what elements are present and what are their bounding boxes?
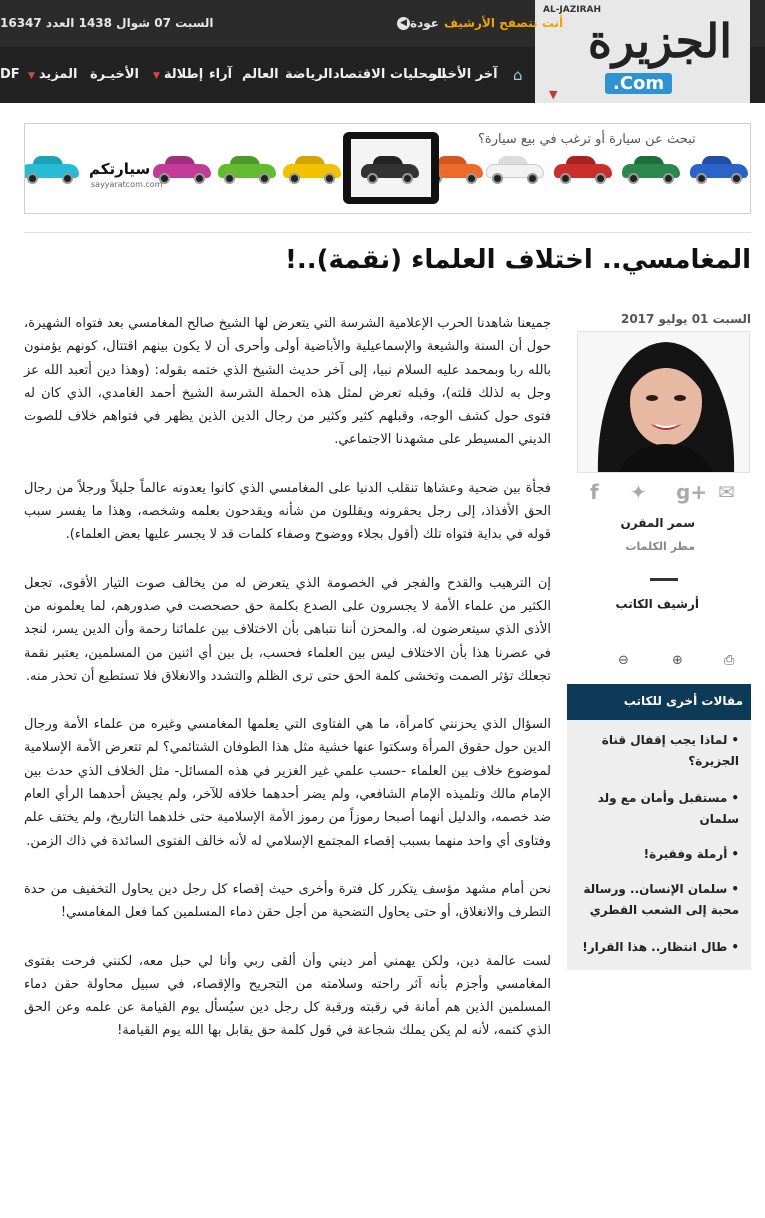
more-articles-list (567, 730, 751, 967)
logo-com: .Com (605, 73, 672, 94)
more-article-link[interactable] (567, 879, 751, 937)
chevron-down-icon[interactable]: ▼ (549, 88, 558, 101)
more-article-link[interactable] (567, 730, 751, 788)
home-icon[interactable]: ⌂ (513, 66, 523, 84)
archive-notice-link[interactable]: أنت تتصفح الأرشيف (444, 16, 564, 30)
google-plus-icon[interactable]: g+ (676, 480, 708, 504)
more-article-title: لماذا يجب إقفال قناة الجزيرة؟ (601, 733, 739, 768)
nav-last-page[interactable]: الأخيـرة (90, 67, 140, 82)
divider (24, 232, 751, 233)
car-icon (283, 154, 341, 184)
logo-caption: AL-JAZIRAH (543, 5, 602, 15)
print-icon[interactable]: ⎙ (724, 653, 735, 668)
column-name: مطر الكلمات (625, 540, 695, 553)
chevron-down-icon: ▼ (28, 71, 35, 81)
article-body (24, 312, 551, 1068)
more-article-title: مستقبل وأمان مع ولد سلمان (597, 791, 739, 826)
author-avatar (577, 331, 750, 473)
nav-more-label: المزيد (38, 67, 78, 82)
nav-latest-news[interactable]: آخر الأخبار (430, 67, 498, 82)
more-article-title: طال انتظار.. هذا القرار! (582, 940, 728, 954)
article-paragraph: لست عالمة دين، ولكن يهمني أمر ديني وأن ألقى ربي وأنا لي حبل معه، لكنني فرحت بفتوى المغامسي وأجزم بأنه آثر راحته وسلامته من التجريح والإقصاء، في سبيل محاولة حقن دماء المسلمين الذين هم أمانة في رقبته ورقبة كل رجل دين سيُسأل يوم القيامة عن علمه وعن الحق الذي كتمه، لأنه لم يكن يملك شجاعة في قول كلمة حق يقابل بها الله يوم القيامة! (24, 953, 551, 1039)
car-icon (24, 154, 79, 184)
car-icon (554, 154, 612, 184)
car-icon (622, 154, 680, 184)
bullet-icon: • (731, 847, 739, 861)
article-tools (610, 653, 750, 669)
zoom-in-icon[interactable]: ⊕ (672, 653, 683, 668)
nav-outlook[interactable] (153, 67, 203, 82)
bullet-icon: • (731, 940, 739, 954)
ad-brand-url: sayyaratcom.com (91, 180, 163, 189)
article-paragraph: نحن أمام مشهد مؤسف يتكرر كل فترة وأخرى حيث إقصاء كل رجل دين يحاول التخفيف من حدة التطرف والانغلاق، أو حتى يحاول التضحية من أجل حقن دماء المسلمين كما فعل المغامسي! (24, 881, 551, 921)
nav-opinions[interactable]: آراء (209, 67, 233, 82)
car-icon (690, 154, 748, 184)
more-article-link[interactable] (567, 788, 751, 844)
issue-date: السبت 07 شوال 1438 العدد 16347 (0, 16, 214, 30)
article-title: المغامسي.. اختلاف العلماء (نقمة)..! (284, 245, 751, 275)
zoom-out-icon[interactable]: ⊖ (618, 653, 629, 668)
arrow-left-icon: ◀ (397, 17, 410, 30)
car-icon (218, 154, 276, 184)
nav-world[interactable]: العالم (242, 67, 279, 82)
email-icon[interactable]: ✉ (718, 480, 735, 504)
article-paragraph: إن الترهيب والقدح والفجر في الخصومة الذي يتعرض له من يخالف صوت التيار الأقوى، تجعل الكثير من علماء الأمة لا يجسرون على الصدع بكلمة حق حصحصت في صدورهم، لما يعلمونه من الأذى الذي سيتعرضون له. والمحزن أننا نتباهى بأن الاختلاف بين علمائنا رحمة وأن الدين يسر، لنجد في عصرنا هذا بأن الاختلاف ليس بين العلماء فحسب، بل بين أي اثنين من المسلمين، يعتبر نقمة تجعلك تؤثر الصمت وتخشى كلمة الحق حتى ترى الظلم والتشدد والانغلاق فلا تستطيع أن تحذر منه. (24, 575, 551, 684)
tablet-icon (343, 132, 439, 204)
bullet-icon: • (731, 733, 739, 747)
ad-prompt: تبحث عن سيارة أو ترغب في بيع سيارة؟ (478, 132, 696, 147)
publish-date: السبت 01 يوليو 2017 (620, 312, 751, 326)
back-label: عودة (410, 16, 439, 30)
bullet-icon: • (731, 791, 739, 805)
car-icon (486, 154, 544, 184)
more-article-title: أرملة وفقيرة! (643, 847, 728, 861)
article-paragraph: جميعنا شاهدنا الحرب الإعلامية الشرسة التي يتعرض لها الشيخ صالح المغامسي بعد فتواه الشهيرة، حول أن السنة والشيعة والإسماعيلية والأباضية أولى وأحرى أن لا يكون بينهم اقتتال، كونهم يؤمنون بالله ربا وبمحمد عليه السلام نبيا، إلى آخر حديث الشيخ الذي ختمه بقوله: (وهذا دين أتعبد الله عز وجل به لذلك قلته)، وقبله تعرض لمثل هذه الحملة الشرسة الشيخ أحمد الغامدي، الذي كان له فتوى حول كشف الوجه، وقبلهم كثير وكثير من رجال الدين الذين يظهر في فتواهم خلاف للصوت الديني المسيطر على مشهدنا الاجتماعي. (24, 316, 551, 448)
article-paragraph: فجأة بين ضحية وعشاها تنقلب الدنيا على المغامسي الذي كانوا يعدونه عالماً جليلاً ورجلاً من رجال الحق الأفذاذ، إلى رجل يحقرونه ويقللون من شأنه ويقدحون بعلمه وشخصه، وهذا ما يفسر سبب قوله في بداية فتواه تلك (أقول بجلاء ووضوح وصفاء كلمات قد لا يجسر عليها بعض العلماء). (24, 480, 551, 543)
author-photo-illustration (578, 332, 750, 473)
article-paragraph: السؤال الذي يحزنني كامرأة، ما هي الفتاوى التي يعلمها المغامسي وغيره من علماء الأمة ورجال الدين حول حقوق المرأة وسكتوا عنها خشية مثل هذا الطوفان الشتائمي؟ لم تتعرض الأمة الإسلامية لموضوع خلاف بين العلماء -حسب علمي غير الغزير في هذه المسائل- مثل الخلاف الذي حدث بين الإمام مالك وتلميذه الإمام الشافعي، ولم يضر أحدهما خلافه للآخر، ولم يجيش أحدهما الرأي العام ضد خصمه، والدليل أنهما أصبحا رموزاً من رموز الأمة الإسلامية حتى خلدهما التاريخ، ولم يختف علم وفتاوى أي واحد منهما بسبب إقصاء المجتمع الإسلامي له لأنه خالف الفتوى السائدة في ذاك الزمن. (24, 717, 551, 849)
bullet-icon: • (731, 882, 739, 896)
nav-economy[interactable]: الاقتصاد (333, 67, 386, 82)
back-link[interactable] (394, 16, 439, 30)
chevron-down-icon: ▼ (153, 71, 160, 81)
divider (650, 578, 678, 581)
more-article-link[interactable] (567, 844, 751, 879)
logo-text: الجزيرة (587, 14, 732, 68)
nav-sports[interactable]: الرياضة (285, 67, 333, 82)
ad-brand-logo: سيارتكم (89, 160, 151, 178)
author-archive-link[interactable]: أرشيف الكاتب (615, 597, 699, 611)
share-bar (580, 480, 750, 506)
nav-edge-label: DF (0, 67, 20, 82)
more-article-title: سلمان الإنسان.. ورسالة محبة إلى الشعب القطري (583, 882, 739, 917)
site-logo[interactable] (535, 0, 750, 103)
car-icon (361, 154, 419, 184)
nav-outlook-label: إطلالة (163, 67, 204, 82)
facebook-icon[interactable]: f (590, 480, 599, 504)
car-sales-banner-ad[interactable] (24, 123, 751, 214)
author-name[interactable]: سمر المقرن (620, 516, 695, 530)
more-articles-heading: مقالات أخرى للكاتب (567, 684, 751, 720)
twitter-icon[interactable]: ✦ (630, 480, 647, 504)
nav-local[interactable]: المحليات (390, 67, 446, 82)
nav-more[interactable] (28, 67, 77, 82)
more-article-link[interactable] (567, 937, 751, 967)
